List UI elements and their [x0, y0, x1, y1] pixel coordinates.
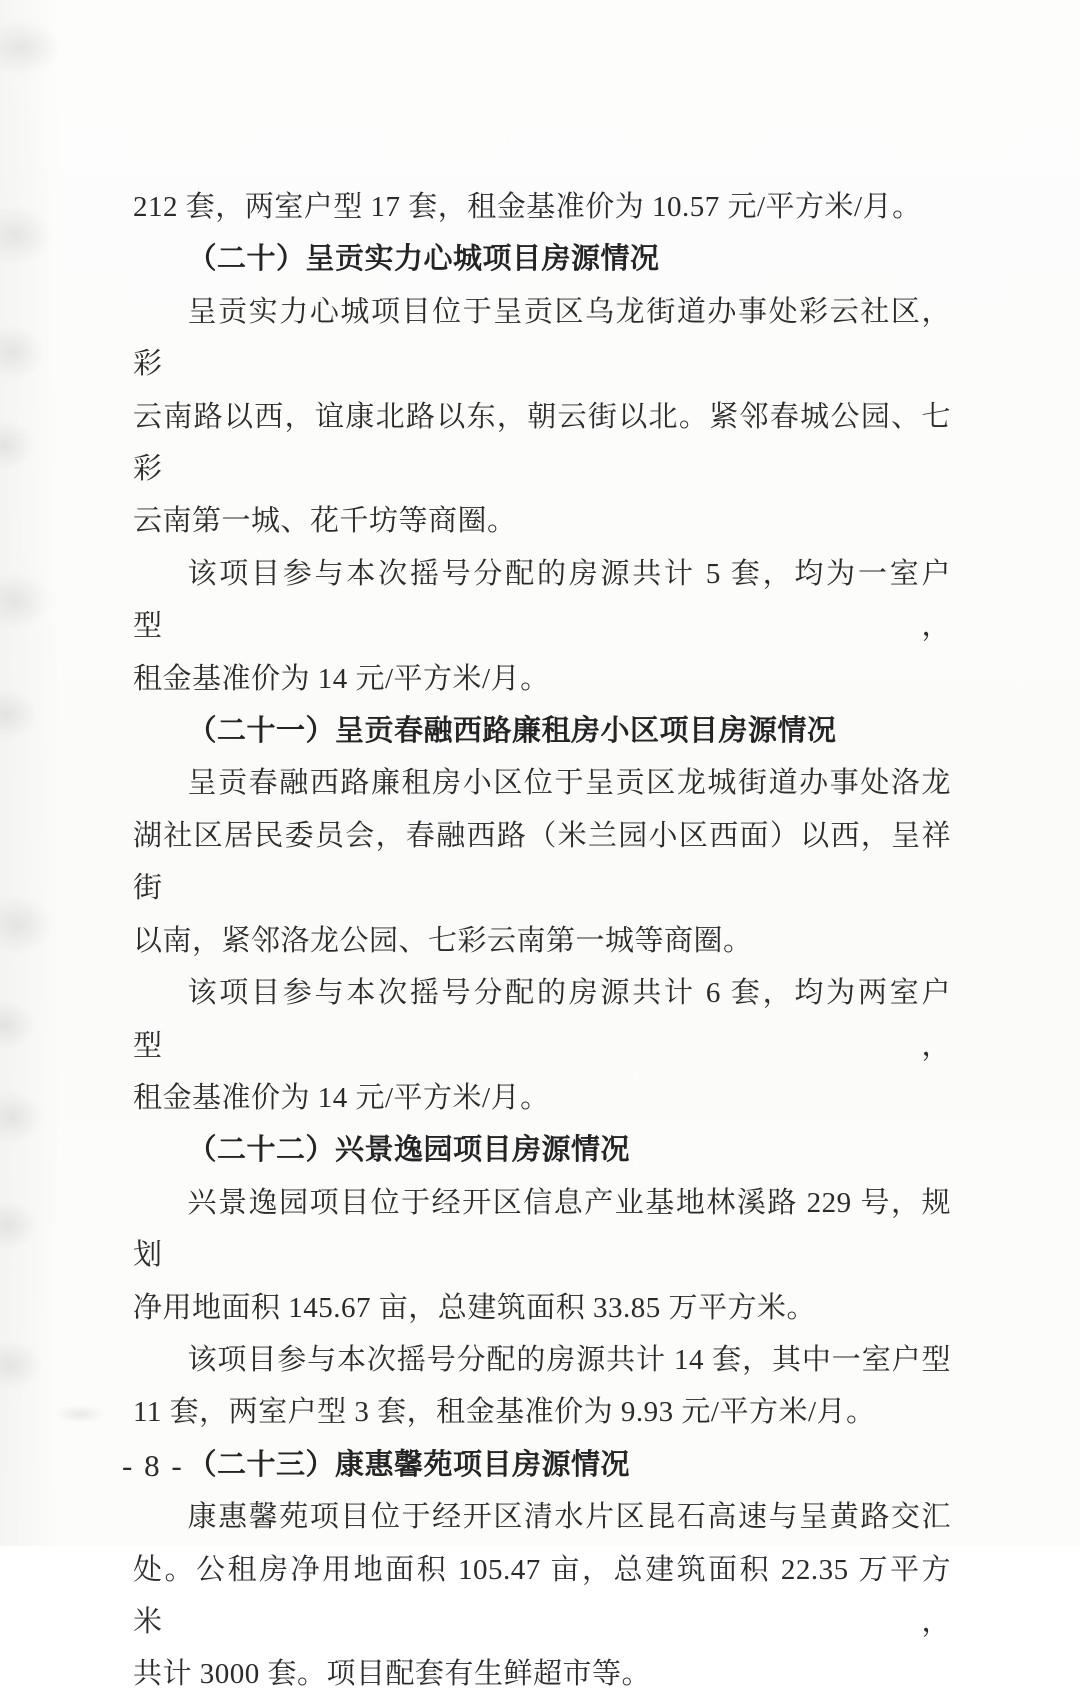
page-number: - 8 - [122, 1448, 184, 1483]
text-line: 该项目参与本次摇号分配的房源共计 6 套，均为两室户型， [133, 977, 951, 1062]
section-heading: （二十一）呈贡春融西路廉租房小区项目房源情况 [187, 715, 837, 748]
text-line: 租金基准价为 14 元/平方米/月。 [133, 1081, 550, 1114]
text-line: 兴景逸园项目位于经开区信息产业基地林溪路 229 号，规划 [133, 1186, 951, 1272]
text-line: 呈贡春融西路廉租房小区位于呈贡区龙城街道办事处洛龙 [187, 767, 951, 800]
section-heading: （二十三）康惠馨苑项目房源情况 [187, 1448, 631, 1481]
text-line: 康惠馨苑项目位于经开区清水片区昆石高速与呈黄路交汇 [187, 1501, 951, 1534]
text-line: 共计 3000 套。项目配套有生鲜超市等。 [133, 1658, 652, 1691]
document-body [133, 181, 951, 1701]
text-line: 处。公租房净用地面积 105.47 亩，总建筑面积 22.35 万平方米， [133, 1553, 951, 1638]
section-heading: （二十二）兴景逸园项目房源情况 [187, 1134, 631, 1167]
text-line: 净用地面积 145.67 亩，总建筑面积 33.85 万平方米。 [133, 1291, 817, 1324]
text-line: 该项目参与本次摇号分配的房源共计 5 套，均为一室户型， [133, 557, 951, 643]
section-heading: （二十）呈贡实力心城项目房源情况 [187, 243, 660, 276]
text-line: 212 套，两室户型 17 套，租金基准价为 10.57 元/平方米/月。 [133, 191, 922, 223]
text-line: 11 套，两室户型 3 套，租金基准价为 9.93 元/平方米/月。 [133, 1396, 876, 1429]
text-line: 湖社区居民委员会，春融西路（米兰园小区西面）以西，呈祥街 [133, 819, 951, 905]
text-line: 呈贡实力心城项目位于呈贡区乌龙街道办事处彩云社区，彩 [133, 295, 951, 381]
text-line: 租金基准价为 14 元/平方米/月。 [133, 662, 550, 695]
text-line: 云南路以西，谊康北路以东，朝云街以北。紧邻春城公园、七彩 [133, 400, 951, 486]
text-line: 该项目参与本次摇号分配的房源共计 14 套，其中一室户型 [187, 1343, 951, 1376]
text-line: 云南第一城、花千坊等商圈。 [133, 505, 517, 538]
scan-artifact [55, 1405, 105, 1423]
text-line: 以南，紧邻洛龙公园、七彩云南第一城等商圈。 [133, 924, 753, 957]
